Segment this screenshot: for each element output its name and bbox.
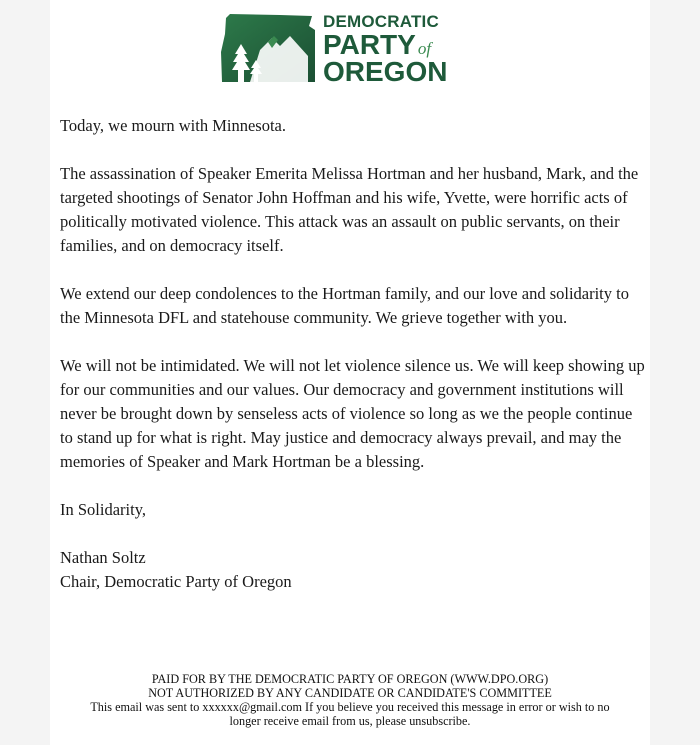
logo-word-party: PARTY: [323, 29, 416, 60]
footer-not-authorized: NOT AUTHORIZED BY ANY CANDIDATE OR CANDIDATE'S COMMITTEE: [148, 686, 552, 700]
greeting: Today, we mourn with Minnesota.: [60, 116, 286, 135]
signature-title: Chair, Democratic Party of Oregon: [60, 572, 292, 591]
message-body: [60, 114, 645, 594]
oregon-map-icon: [220, 12, 316, 84]
logo-wordmark: [323, 12, 473, 86]
paragraph-assassination: The assassination of Speaker Emerita Melissa Hortman and her husband, Mark, and the targeted shootings of Senator John Hoffman and his wife, Yvette, were horrific acts of politically motivated violence. This attack was an assault on public servants, on their families, and on democracy itself.: [60, 164, 639, 255]
logo-line-oregon: OREGON: [323, 56, 448, 87]
email-footer: [50, 672, 650, 728]
party-logo: [220, 12, 470, 87]
paragraph-condolences: We extend our deep condolences to the Hortman family, and our love and solidarity to the Minnesota DFL and statehouse community. We grieve together with you.: [60, 284, 629, 327]
logo-line-democratic: DEMOCRATIC: [323, 12, 439, 31]
signature-name: Nathan Soltz: [60, 548, 146, 567]
email-body: [50, 0, 650, 745]
footer-paid-for: PAID FOR BY THE DEMOCRATIC PARTY OF OREGON (WWW.DPO.ORG): [151, 672, 549, 686]
footer-notice-line-2: longer receive email from us, please unsubscribe.: [229, 714, 471, 728]
footer-notice-line-1: This email was sent to xxxxxx@gmail.com If you believe you received this message in error or wish to no: [90, 700, 610, 714]
logo-line-party: [323, 31, 473, 59]
closing: In Solidarity,: [60, 500, 147, 519]
logo-word-of: of: [417, 39, 432, 58]
paragraph-resolve: We will not be intimidated. We will not let violence silence us. We will keep showing up for our communities and our values. Our democracy and government institutions will never be brought down by senseless acts of violence so long as we the people continue to stand up for what is right. May justice and democracy always prevail, and may the memories of Speaker and Mark Hortman be a blessing.: [60, 356, 645, 471]
